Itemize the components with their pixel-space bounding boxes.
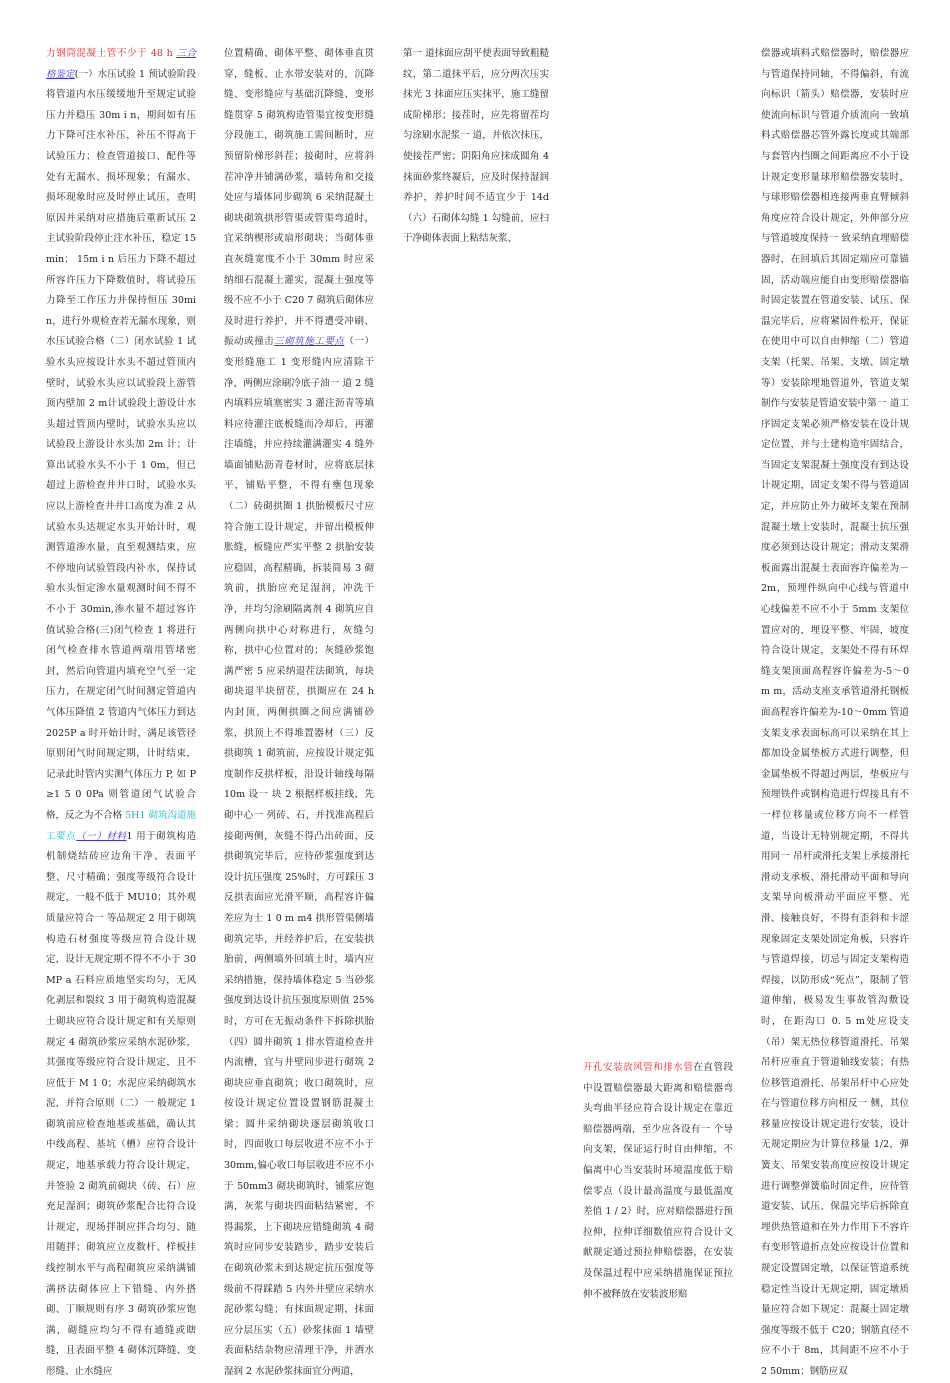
section-heading: 5H1 砌筑沟道施工要点 — [46, 809, 196, 842]
text-column-3 — [403, 44, 549, 250]
column-text: 在直管段中设置赔偿器最大距离和赔偿器弯头弯曲半径应符合设计规定在靠近赔偿器两端，至少应各设有一 个导向支架，保证运行时自由伸缩，不偏离中心当安装时环境温度低于赔偿零点（设计最高温度与最低温度差值 1 / 2）时，应对赔偿器进行预拉伸，拉伸详细数值应符合设计文献规定通过预拉伸赔偿器，在安装及保温过程中应采纳措施保证预拉伸不被释放在安装波形赔 — [583, 1062, 733, 1300]
text-column-5 — [761, 44, 909, 1383]
column-text: (一）水压试验 1 预试验阶段将管道内水压缓缓地升至规定试验压力并稳压 30m i n，期间如有压力下降可注水补压，补压不得高于试验压力；检查管道接口、配件等处有无漏水、损坏现象；有漏水、损坏现象时应及时停止试压，查明原因并采纳对应措施后重新试压 2 主试验阶段停止注水补压，稳定 15min； 15m i n 后压力下降不超过所容许压力下降数值时，将试验压力降至工作压力并保持恒压 30min，进行外观检查若无漏水现象，则水压试验合格（二）闭水试验 1 试验水头应按设计水头不超过管顶内壁时，试验水头应以试验段上游管顶内壁加 2 m计试验段上游设计水头超过管顶内壁时，试验水头应以试验段上游设计水头加 2m 计；计算出试验水头不小于 1 0m，但已超过上游检查井井口时，试验水头应以上游检查井井口高度为准 2 从试验水头达规定水头开始计时，观测管道渗水量，直至观测结束，应不停地向试验管段内补水，保持试验水头恒定渗水量观测时间不得不不小于 30min,渗水量不超过容许值试验合格(三)闭气检查 1 将进行闭气检查排水管道两端用管堵密封，然后向管道内填充空气至一定压力，在规定闭气时间测定管道内气体压降值 2 管道内气体压力到达 2025P a 时开始计时，满足该管径原则闭气时间规定期，计时结束，记录此时管内实测气体压力 P, 如 P≥1 5 0 0Pa 则管道闭气试验合格，反之为不合格 — [46, 68, 196, 821]
column-text: 1 用于砌筑构造机制烧结砖应边角干净、表面平整、尺寸精确；强度等级符合设计规定，一般不低于 MU10；其外观质量应符合一 等品规定 2 用于砌筑构造石材强度等级应符合设计规定，设计无规定期不得不不小于 30MP a 石料应质地坚实均匀，无风化剥层和裂纹 3 用于砌筑构造混凝土砌块应符合设计规定和有关原则规定 4 砌筑砂浆应采纳水泥砂浆，其强度等级应符合设计规定，且不应低于 M 1 0；水泥应采纳砌筑水泥，并符合原则（二）一 般规定 1 砌筑前应检查地基或基础，确认其中线高程、基坑（槽）应符合设计规定，地基承载力符合设计规定，并签验 2 砌筑前砌块（砖、石）应充足湿润；砌筑砂浆配合比符合设计规定，现场拌制应拌合均匀、随用随拌；砌筑应立皮数杆、样板挂线控制水平与高程砌筑应采纳满铺满挤法砌体应上下错缝、内外搭砌、丁顺规则有序 3 砌筑砂浆应饱满，砌缝应均匀不得有通缝或瞎缝，且表面平整 4 砌体沉降缝、变形缝、止水缝应 — [46, 830, 196, 1377]
column-text: 力钢筒混凝土管不少于 48 h — [46, 48, 177, 59]
glossary-link[interactable]: 三合格鉴定 — [46, 48, 196, 80]
text-column-1 — [46, 44, 196, 1383]
materials-link[interactable]: （一）材料 — [76, 830, 127, 842]
column-text: （一）变形缝施工 1 变形缝内应清除干净，两侧应涂刷冷底子油一 道 2 缝内填料应填塞密实 3 灌注沥青等填料应待灌注底板缝而冷却后，再灌注墙缝，并应持续灌满灌实 4 缝外墙面铺贴沥青卷材时，应将底层抹平，铺贴平整，不得有壅包现象（二）砖砌拱圈 1 拱胎模板尺寸应符合施工设计规定，并留出模板伸胀缝，板缝应严实平整 2 拱胎安装应稳固，高程精确，拆装简易 3 砌筑前，拱胎应充足湿润，冲洗干净，并均匀涂刷隔离剂 4 砌筑应自两侧向拱中心对称进行，灰缝匀称，拱中心位置对的；灰缝砂浆饱满严密 5 应采纳退茬法砌筑，每块砌块退半块留茬，拱圈应在 24 h 内封顶，两侧拱圈之间应满铺砂浆，拱顶上不得堆置器材（三）反拱砌筑 1 砌筑前，应按设计规定弧度制作反拱样板，沿设计轴线每隔 10m 设一 块 2 根据样板挂线，先砌中心一 列砖、石，并找准高程后接砌两侧，灰缝不得凸出砖面，反拱砌筑完毕后，应待砂浆强度到达设计抗压强度 25%时，方可踩压 3 反拱表面应光滑平顺，高程容许偏差应为士 1 0 m m4 拱形管渠侧墙砌筑完毕，并经养护后，在安装拱胎前，两侧墙外回填土时，墙内应采纳措施，保持墙体稳定 5 当砂浆强度到达设计抗压强度原则值 25%时，方可在无振动条件下拆除拱胎（四）圆井砌筑 1 排水管道检查井内流槽，宜与井壁同步进行砌筑 2 砌块应垂直砌筑；收口砌筑时，应按设计规定位置设置钢筋混凝土梁；圆井采纳砌块逐层砌筑收口时，四面收口每层收进不应不小于 30mm,偏心收口每层收进不应不小于 50mm3 砌块砌筑时，铺浆应饱满，灰浆与砌块四面粘结紧密，不得漏浆，上下砌块应错缝砌筑 4 砌筑时应同步安装踏步，踏步安装后在砌筑砂浆未到达规定抗压强度等级前不得踩踏 5 内外井壁应采纳水泥砂浆勾缝；有抹面规定期，抹面应分层压实（五）砂浆抹面 1 墙壁表面粘结杂物应清理干净，并洒水湿润 2 水泥砂浆抹面宜分两道， — [224, 336, 374, 1377]
text-column-2 — [224, 44, 374, 1383]
text-column-4 — [583, 1058, 733, 1305]
column-heading: 开孔安装放风管和排水管 — [583, 1062, 694, 1073]
column-text: 偿器或填料式赔偿器时，赔偿器应与管道保持同轴，不得偏斜，有流向标识（箭头）赔偿器，安装时应使流向标识与管道介质流向一致填料式赔偿器芯管外露长度或其端部与套管内挡圈之间距离应不小于设计规定变形量球形赔偿器安装时，与球形赔偿器相连接两垂直臂倾斜角度应符合设计规定，外伸部分应与管道坡度保持一 致采纳直埋赔偿器时，在回填后其固定端应可靠锚固，活动端应能自由变形赔偿器临时固定装置在管道安装、试压、保温完毕后，应将紧固件松开，保证在使用中可以自由伸缩（二）管道支架（托架、吊架、支墩、固定墩等）安装除埋地管道外，管道支架制作与安装是管道安装中第一 道工序固定支架必须严格安装在设计规定位置，并与土建构造牢固结合，当固定支架混凝土强度没有到达设计规定期，固定支架不得与管道固定，并应防止外力破坏支架在预制混凝土墩上安装时，混凝土抗压强度必须到达设计规定；滑动支架滑板面露出混凝土表面容许偏差为－2m，预埋件纵向中心线与管道中心线偏差不应不小于 5mm 支架位置应对的，埋设平整、牢固，坡度符合设计规定，支架处不得有环焊缝支架顶面高程容许偏差为-5～0 m m，活动支座支承管道滑托钢板面高程容许偏差为-10～0mm 管道支架支承表面标高可以采纳在其上都加设金属垫板方式进行调整，但金属垫板不得超过两层，垫板应与预埋铁件或钢构造进行焊接具有不一样位移量或位移方向不一样管道，当设计无特别规定期，不得共用同一 吊杆或滑托支架上承接滑托滑动支承板、滑托滑动平面和导向支架导向板滑动平面应平整、光滑、接触良好，不得有歪斜和卡涩现象固定支架处固定角板，只容许与管道焊接，切忌与固定支架构造焊接，以防形成“死点”，限制了管道伸缩，极易发生事故管沟敷设时，在距沟口 0. 5 m处应设支（吊）架无热位移管道滑托、吊架吊杆应垂直于管道轴线安装；有热位移管道滑托、吊架吊杆中心应处在与管道位移方向相反一 侧，其位移量应按设计规定进行安装，设计无规定期应为计算位移量 1/2，弹簧支、吊架安装高度应按设计规定进行调整弹簧临时固定件，应待管道安装、试压、保温完毕后拆除直埋供热管道和在外力作用下不容许有变形管道折点处应按设计位置和规定设置固定墩，以保证管道系统稳定性当设计无规定期，固定墩质量应符合如下规定：混凝土固定墩强度等级不低于 C20；钢筋直径不应不小于 8m，其间距不应不小于 2 50mm；钢筋应双 — [761, 48, 909, 1377]
column-text: 位置精确、砌体平整、砌体垂直贯穿，缝板、止水带安装对的，沉降缝、变形缝应与基础沉降缝、变形缝贯穿 5 砌筑构造管渠宜按变形缝分段施工，砌筑施工需间断时，应预留阶梯形斜茬；接砌时，应将斜茬冲净并铺满砂浆，墙转角和交接处应与墙体同步砌筑 6 采纳混凝土砌块砌筑拱形管渠或管渠弯道时，宜采纳楔形或扇形砌块；当砌体垂直灰缝宽度不小于 30mm 时应采纳细石混凝土灌实，混凝土强度等级不应不小于 C20 7 砌筑后砌体应及时进行养护，并不得遭受冲刷、振动或撞击 — [224, 48, 374, 348]
construction-points-link[interactable]: 三砌筑施工要点 — [274, 336, 345, 348]
column-text: 第一 道抹面应刮平使表面导致粗糙纹，第二道抹平后，应分两次压实抹光 3 抹面应压实抹平，施工缝留成阶梯形；接茬时，应先将留茬均匀涂刷水泥浆一 道，并依次抹压，使接茬严密；阴阳角应抹成圆角 4 抹面砂浆终凝后，应及时保持湿润养护，养护时间不适宜少于 14d（六）石砌体勾缝 1 勾缝前，应扫干净砌体表面上粘结灰浆、 — [403, 48, 549, 245]
